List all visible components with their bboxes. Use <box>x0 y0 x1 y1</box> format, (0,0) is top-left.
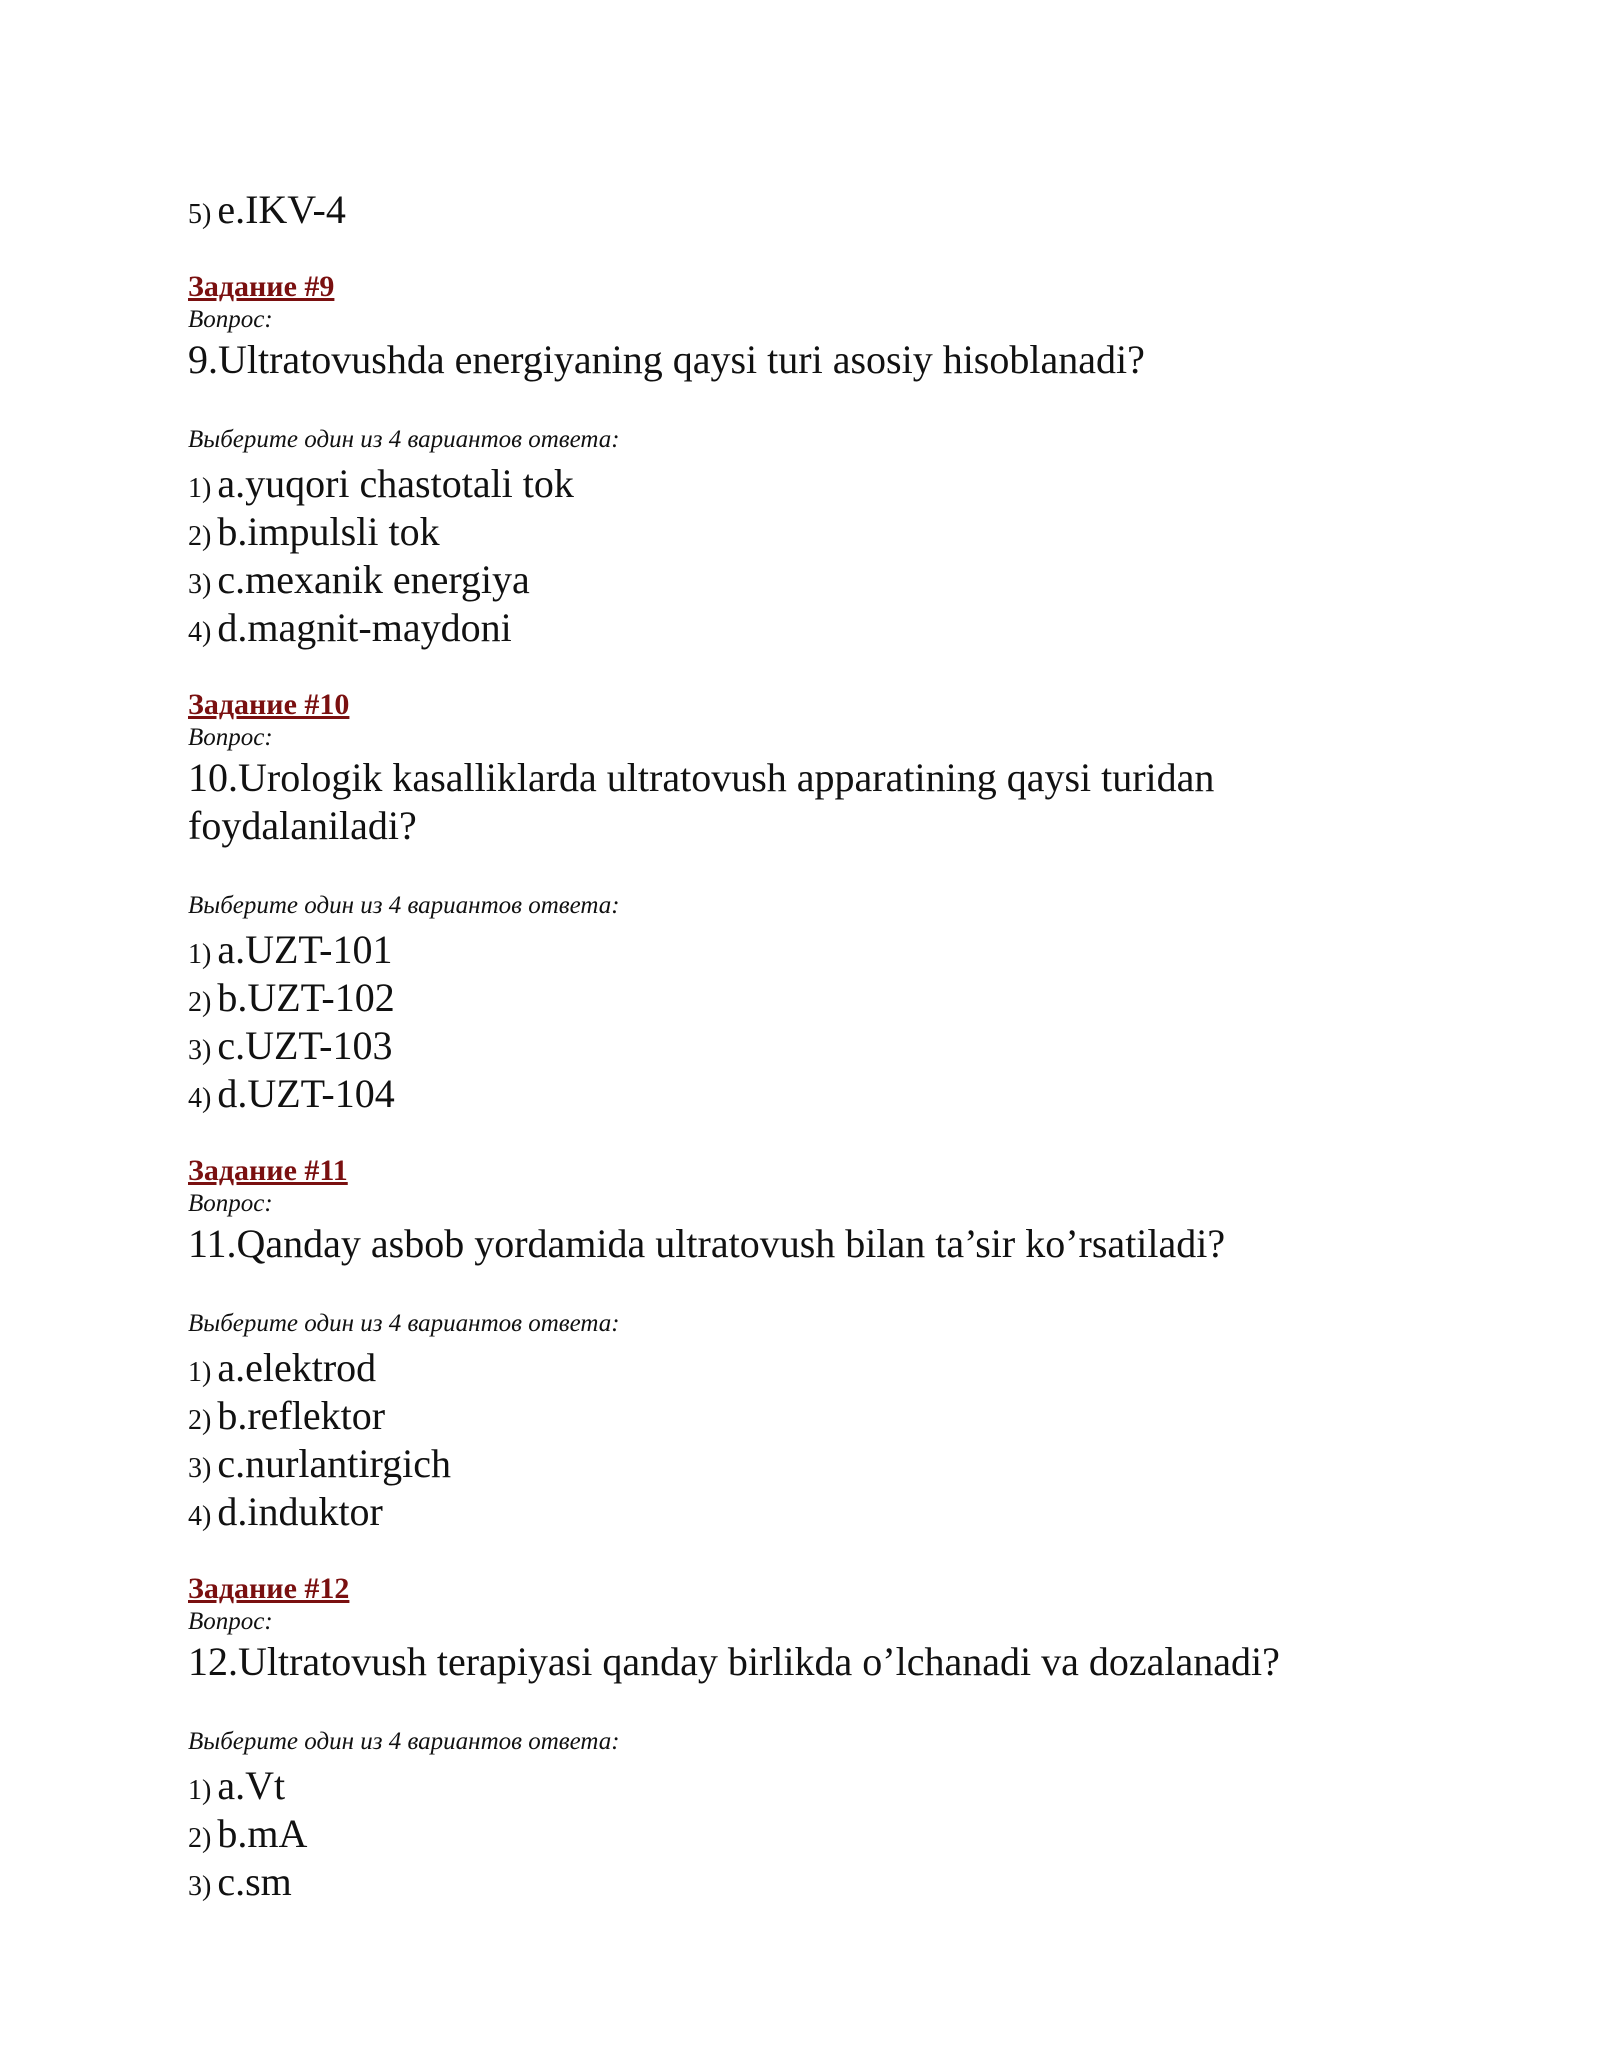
option-number: 2) <box>188 1823 212 1854</box>
task-heading: Задание #12 <box>188 1572 350 1605</box>
task-block <box>188 1572 1448 1906</box>
question-label: Вопрос: <box>188 1190 273 1217</box>
option-text: a.Vt <box>217 1763 286 1808</box>
option-text: c.sm <box>217 1859 292 1904</box>
task-block <box>188 1154 1448 1536</box>
question-text: 12.Ultratovush terapiyasi qanday birlikda o’lchanadi va dozalanadi? <box>188 1639 1280 1684</box>
option-item <box>188 926 1448 974</box>
choose-label: Выберите один из 4 вариантов ответа: <box>188 1728 620 1755</box>
option-item <box>188 186 1448 234</box>
option-number: 4) <box>188 1083 212 1114</box>
option-text: d.magnit-maydoni <box>217 605 512 650</box>
option-item <box>188 604 1448 652</box>
task-heading: Задание #9 <box>188 270 335 303</box>
choose-label: Выберите один из 4 вариантов ответа: <box>188 426 620 453</box>
option-text: a.elektrod <box>217 1345 377 1390</box>
question-label: Вопрос: <box>188 724 273 751</box>
task-block <box>188 270 1448 652</box>
option-item <box>188 460 1448 508</box>
question-label: Вопрос: <box>188 306 273 333</box>
question-label: Вопрос: <box>188 1608 273 1635</box>
option-text: b.mA <box>217 1811 308 1856</box>
task-heading: Задание #11 <box>188 1154 348 1187</box>
option-text: d.UZT-104 <box>217 1071 395 1116</box>
option-number: 1) <box>188 473 212 504</box>
option-item <box>188 1070 1448 1118</box>
task-block <box>188 688 1448 1118</box>
option-number: 4) <box>188 617 212 648</box>
option-number: 2) <box>188 1405 212 1436</box>
option-item <box>188 974 1448 1022</box>
option-text: b.reflektor <box>217 1393 386 1438</box>
choose-label: Выберите один из 4 вариантов ответа: <box>188 1310 620 1337</box>
question-text: 9.Ultratovushda energiyaning qaysi turi asosiy hisoblanadi? <box>188 337 1145 382</box>
option-number: 3) <box>188 1453 212 1484</box>
option-item <box>188 556 1448 604</box>
option-text: a.yuqori chastotali tok <box>217 461 574 506</box>
option-text: c.nurlantirgich <box>217 1441 451 1486</box>
option-number: 2) <box>188 521 212 552</box>
option-item <box>188 1762 1448 1810</box>
option-text: d.induktor <box>217 1489 383 1534</box>
option-number: 3) <box>188 1035 212 1066</box>
question-text: 11.Qanday asbob yordamida ultratovush bilan ta’sir ko’rsatiladi? <box>188 1221 1226 1266</box>
option-item <box>188 1022 1448 1070</box>
option-item <box>188 1488 1448 1536</box>
option-number: 1) <box>188 1357 212 1388</box>
option-number: 1) <box>188 939 212 970</box>
choose-label: Выберите один из 4 вариантов ответа: <box>188 892 620 919</box>
option-item <box>188 1440 1448 1488</box>
option-text: b.impulsli tok <box>217 509 440 554</box>
option-text: a.UZT-101 <box>217 927 393 972</box>
task-heading: Задание #10 <box>188 688 350 721</box>
option-text: e.IKV-4 <box>217 187 346 232</box>
option-item <box>188 1392 1448 1440</box>
document-page <box>188 186 1448 1906</box>
option-number: 3) <box>188 1871 212 1902</box>
option-number: 4) <box>188 1501 212 1532</box>
option-item <box>188 1810 1448 1858</box>
option-number: 1) <box>188 1775 212 1806</box>
option-number: 5) <box>188 199 212 230</box>
option-text: c.mexanik energiya <box>217 557 530 602</box>
question-text: 10.Urologik kasalliklarda ultratovush apparatining qaysi turidan foydalaniladi? <box>188 755 1215 848</box>
option-item <box>188 508 1448 556</box>
option-item <box>188 1344 1448 1392</box>
option-item <box>188 1858 1448 1906</box>
option-text: b.UZT-102 <box>217 975 395 1020</box>
option-number: 3) <box>188 569 212 600</box>
option-number: 2) <box>188 987 212 1018</box>
option-text: c.UZT-103 <box>217 1023 393 1068</box>
